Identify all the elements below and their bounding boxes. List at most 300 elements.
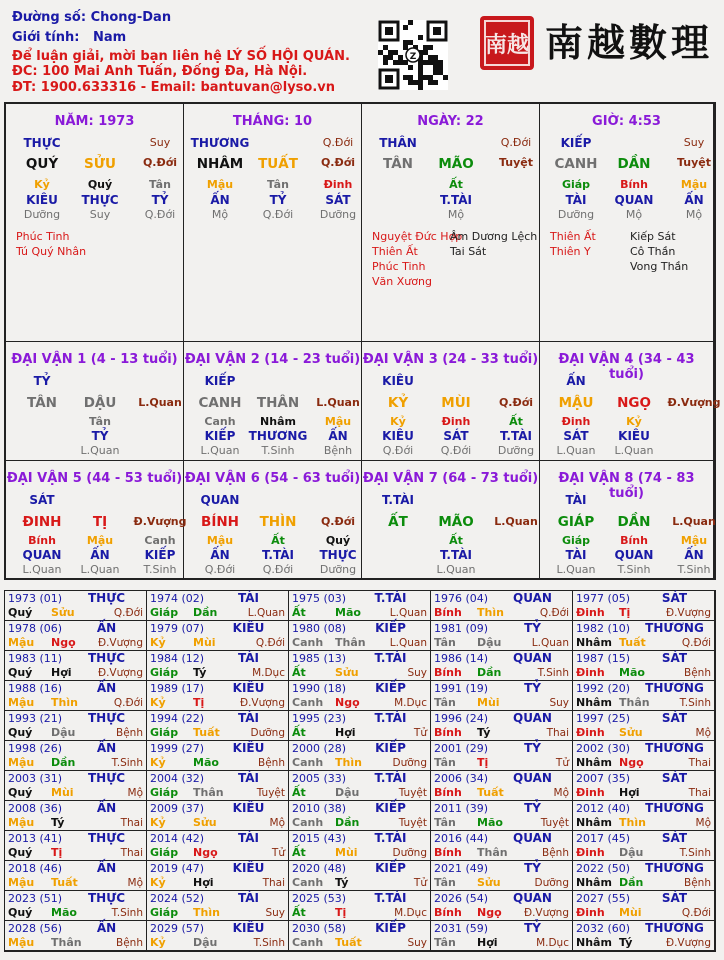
year-label: 2002 (30) (576, 742, 631, 755)
dai-van-hidden-stem: Ất (271, 534, 285, 547)
year-label: 1995 (23) (292, 712, 347, 725)
dai-van-hidden-god: QUAN (614, 548, 654, 562)
year-stage: Tử (413, 877, 427, 889)
year-cell (573, 861, 715, 891)
year-stage: Dưỡng (534, 877, 569, 889)
year-stem: Tân (434, 696, 456, 709)
year-stage: Đ.Vượng (665, 607, 711, 619)
year-branch: Hợi (477, 936, 498, 949)
year-god: TỶ (524, 621, 541, 635)
hidden-god-1: THỰC (81, 193, 119, 207)
year-label: 1998 (26) (8, 742, 63, 755)
dai-van-cell-2 (184, 342, 362, 461)
year-stem: Kỷ (150, 936, 166, 949)
year-god: ẤN (96, 921, 117, 935)
pillar-main-1: DẦN (617, 156, 651, 172)
star-right: Tai Sát (450, 245, 487, 258)
year-label: 2009 (37) (150, 802, 205, 815)
year-god: KIẾP (375, 921, 406, 935)
dai-van-cell-3 (362, 342, 540, 461)
year-branch: Dậu (477, 636, 502, 649)
hidden-stem-2: Mậu (680, 178, 708, 191)
pillar-cell-4 (540, 104, 714, 342)
hidden-stem-1: Quý (87, 178, 113, 191)
year-stage: Mộ (127, 877, 143, 889)
year-god: TỶ (524, 861, 541, 875)
year-stage: Thai (120, 847, 143, 859)
year-stage: T.Sinh (111, 907, 143, 919)
pillar-cell-2 (184, 104, 362, 342)
year-cell (573, 681, 715, 711)
year-label: 2023 (51) (8, 892, 63, 905)
year-cell (431, 831, 573, 861)
year-cell (5, 681, 147, 711)
year-label: 1990 (18) (292, 682, 347, 695)
year-stem: Nhâm (576, 756, 612, 769)
year-stem: Đinh (576, 666, 605, 679)
year-branch: Thân (193, 786, 224, 799)
header-line-chart-name (12, 10, 171, 25)
year-stage: Đ.Vượng (97, 637, 143, 649)
year-stem: Mậu (8, 936, 35, 949)
pillar-main-1: TUẤT (258, 156, 298, 172)
dai-van-hidden-god: SÁT (563, 429, 589, 443)
year-cell (147, 861, 289, 891)
contact-address: ĐC: 100 Mai Anh Tuấn, Đống Đa, Hà Nội. (12, 64, 308, 79)
star-right: Cô Thần (630, 245, 676, 258)
year-god: TÀI (237, 711, 259, 725)
year-stage: Bệnh (684, 877, 711, 889)
year-cell (5, 891, 147, 921)
year-label: 2020 (48) (292, 862, 347, 875)
year-god: THỰC (87, 651, 126, 665)
year-god: QUAN (513, 711, 552, 725)
hidden-god-2: ẤN (684, 193, 704, 207)
year-label: 2012 (40) (576, 802, 631, 815)
year-label: 1987 (15) (576, 652, 631, 665)
dai-van-hidden-stem: Bính (620, 534, 648, 547)
year-label: 2008 (36) (8, 802, 63, 815)
year-branch: Tý (619, 936, 633, 949)
dai-van-stem: TÂN (27, 395, 57, 411)
dai-van-cell-8 (540, 461, 714, 580)
year-label: 2019 (47) (150, 862, 205, 875)
yearly-luck-grid (4, 590, 716, 952)
year-stage: Dưỡng (392, 757, 427, 769)
year-stage: Q.Đới (681, 637, 711, 649)
dai-van-hidden-stage: Q.Đới (382, 444, 414, 457)
year-label: 1993 (21) (8, 712, 63, 725)
year-stem: Canh (292, 696, 324, 709)
year-stem: Giáp (150, 726, 179, 739)
year-stage: Tuyệt (540, 817, 569, 829)
year-label: 1978 (06) (8, 622, 63, 635)
dai-van-branch: TỊ (92, 514, 108, 530)
year-stem: Quý (8, 606, 33, 619)
year-stage: Bệnh (116, 727, 143, 739)
year-god: TỶ (524, 801, 541, 815)
year-god: TỶ (524, 921, 541, 935)
year-stem: Tân (434, 756, 456, 769)
pillar-stem-state: Q.Đới (322, 136, 354, 149)
year-god: SÁT (661, 771, 688, 785)
dai-van-state: L.Quan (138, 396, 182, 409)
year-stage: L.Quan (531, 637, 569, 649)
year-cell (573, 651, 715, 681)
year-cell (5, 591, 147, 621)
star-right: Kiếp Sát (630, 230, 676, 243)
year-stem: Giáp (150, 786, 179, 799)
year-branch: Dậu (619, 846, 644, 859)
year-cell (289, 621, 431, 651)
year-label: 2018 (46) (8, 862, 63, 875)
dai-van-cell-4 (540, 342, 721, 461)
dai-van-state: Q.Đới (320, 515, 356, 528)
year-stage: Suy (549, 697, 569, 709)
year-stem: Mậu (8, 636, 35, 649)
year-god: KIẾP (375, 741, 406, 755)
year-branch: Mão (477, 816, 503, 829)
year-stem: Bính (434, 666, 462, 679)
year-stage: M.Dục (394, 907, 427, 919)
year-god: KIÊU (232, 861, 265, 875)
year-stem: Quý (8, 786, 33, 799)
hidden-stem-2: Tân (149, 178, 171, 191)
hidden-god-0: KIÊU (26, 193, 58, 207)
year-stage: Tử (555, 757, 569, 769)
year-label: 1977 (05) (576, 592, 631, 605)
year-god: T.TÀI (374, 891, 407, 905)
dai-van-branch: MÙI (441, 395, 471, 411)
year-stem: Giáp (150, 666, 179, 679)
year-branch: Sửu (51, 606, 75, 619)
hidden-god-1: T.TÀI (440, 193, 472, 207)
year-cell (289, 771, 431, 801)
dai-van-hidden-stem: Kỷ (626, 415, 642, 428)
dai-van-cell-6 (184, 461, 362, 580)
hidden-stem-1: Bính (620, 178, 648, 191)
dai-van-hidden-stage: L.Quan (22, 563, 62, 576)
year-cell (573, 891, 715, 921)
year-cell (573, 801, 715, 831)
dai-van-god: QUAN (200, 493, 240, 507)
year-stage: Tuyệt (398, 787, 427, 799)
year-branch: Ngọ (335, 696, 360, 709)
year-branch: Sửu (619, 726, 643, 739)
year-branch: Hợi (619, 786, 640, 799)
year-stem: Kỷ (150, 816, 166, 829)
year-stem: Quý (8, 906, 33, 919)
hidden-stem-2: Đinh (323, 178, 353, 191)
year-cell (289, 801, 431, 831)
year-stem: Nhâm (576, 636, 612, 649)
year-stage: L.Quan (389, 637, 427, 649)
year-stem: Mậu (8, 756, 35, 769)
dai-van-branch: DẬU (83, 395, 117, 411)
year-branch: Tị (477, 756, 489, 769)
year-branch: Mão (335, 606, 361, 619)
dai-van-hidden-stage: Q.Đới (262, 563, 294, 576)
year-stage: Đ.Vượng (665, 937, 711, 949)
dai-van-hidden-stem: Đinh (561, 415, 591, 428)
year-cell (289, 741, 431, 771)
year-stem: Đinh (576, 846, 605, 859)
year-stem: Tân (434, 876, 456, 889)
year-stage: Mộ (127, 787, 143, 799)
dai-van-hidden-stem: Ất (449, 534, 463, 547)
year-cell (431, 771, 573, 801)
year-stage: Thai (688, 787, 711, 799)
year-branch: Mùi (51, 786, 74, 799)
dai-van-hidden-stage: T.Sinh (677, 563, 711, 576)
year-label: 2015 (43) (292, 832, 347, 845)
year-stem: Nhâm (576, 816, 612, 829)
year-cell (431, 711, 573, 741)
year-branch: Sửu (193, 816, 217, 829)
pillar-main-2: Tuyệt (498, 156, 533, 169)
pillar-main-2: Q.Đới (320, 156, 356, 169)
year-cell (289, 711, 431, 741)
year-label: 2003 (31) (8, 772, 63, 785)
year-branch: Tý (477, 726, 491, 739)
year-branch: Tuất (477, 786, 504, 799)
year-cell (431, 621, 573, 651)
year-label: 2026 (54) (434, 892, 489, 905)
dai-van-hidden-god: KIẾP (204, 429, 236, 443)
year-stem: Ất (292, 906, 306, 919)
chart-name-label: Đường số: (12, 10, 87, 25)
year-god: THƯƠNG (645, 681, 704, 695)
hidden-stage-1: Mộ (625, 208, 643, 221)
year-god: KIÊU (232, 741, 265, 755)
dai-van-hidden-god: THƯƠNG (248, 429, 308, 443)
year-label: 2027 (55) (576, 892, 631, 905)
year-stem: Nhâm (576, 936, 612, 949)
year-stage: Q.Đới (113, 697, 143, 709)
year-god: SÁT (661, 891, 688, 905)
year-label: 1994 (22) (150, 712, 205, 725)
year-cell (573, 711, 715, 741)
year-stem: Ất (292, 726, 306, 739)
hidden-stem-0: Giáp (561, 178, 591, 191)
dai-van-hidden-stem: Mậu (324, 415, 352, 428)
dai-van-hidden-stage: Dưỡng (497, 444, 535, 457)
pillar-title: GIỜ: 4:53 (592, 114, 661, 129)
year-stage: Suy (265, 907, 285, 919)
year-branch: Hợi (51, 666, 72, 679)
hidden-god-2: SÁT (325, 193, 351, 207)
year-god: KIẾP (375, 801, 406, 815)
year-label: 2014 (42) (150, 832, 205, 845)
year-label: 2030 (58) (292, 922, 347, 935)
year-god: QUAN (513, 891, 552, 905)
year-stage: Tuyệt (256, 787, 285, 799)
year-label: 1981 (09) (434, 622, 489, 635)
year-label: 1992 (20) (576, 682, 631, 695)
dai-van-hidden-stem: Tân (89, 415, 111, 428)
dai-van-hidden-stage: L.Quan (556, 444, 596, 457)
year-label: 2001 (29) (434, 742, 489, 755)
page-header (0, 0, 720, 100)
year-god: TỶ (524, 681, 541, 695)
pillar-main-0: CANH (554, 156, 598, 172)
year-branch: Tuất (335, 936, 362, 949)
dai-van-god: SÁT (29, 493, 55, 507)
dai-van-cell-7 (362, 461, 540, 580)
dai-van-stem: GIÁP (557, 514, 595, 530)
year-stem: Đinh (576, 906, 605, 919)
year-label: 2005 (33) (292, 772, 347, 785)
dai-van-hidden-god: SÁT (443, 429, 469, 443)
year-label: 2016 (44) (434, 832, 489, 845)
year-branch: Tuất (619, 636, 646, 649)
year-branch: Dậu (51, 726, 76, 739)
dai-van-hidden-god: THỰC (319, 548, 357, 562)
year-god: THỰC (87, 891, 126, 905)
star-left: Tú Quý Nhân (16, 245, 87, 258)
year-stage: T.Sinh (679, 847, 711, 859)
year-label: 2029 (57) (150, 922, 205, 935)
year-branch: Thân (335, 636, 366, 649)
year-god: KIẾP (375, 621, 406, 635)
year-god: T.TÀI (374, 591, 407, 605)
year-branch: Ngọ (477, 906, 502, 919)
year-cell (5, 831, 147, 861)
year-label: 1996 (24) (434, 712, 489, 725)
year-branch: Dần (619, 876, 644, 889)
dai-van-stem: MẬU (558, 395, 594, 411)
dai-van-hidden-stem: Mậu (680, 534, 708, 547)
year-stem: Nhâm (576, 876, 612, 889)
dai-van-hidden-god: KIÊU (382, 429, 414, 443)
qr-code-icon (378, 20, 448, 90)
year-label: 1980 (08) (292, 622, 347, 635)
dai-van-hidden-stage: Bệnh (323, 444, 353, 457)
year-cell (5, 741, 147, 771)
year-god: TỶ (524, 741, 541, 755)
year-branch: Dần (477, 666, 502, 679)
header-line-gender (12, 30, 126, 45)
year-god: T.TÀI (374, 651, 407, 665)
year-stage: T.Sinh (111, 757, 143, 769)
hidden-god-0: TÀI (565, 193, 587, 207)
year-branch: Thìn (619, 816, 646, 829)
year-stage: Bệnh (116, 937, 143, 949)
year-label: 2032 (60) (576, 922, 631, 935)
year-label: 2028 (56) (8, 922, 63, 935)
year-branch: Ngọ (619, 756, 644, 769)
year-stem: Đinh (576, 786, 605, 799)
year-cell (5, 771, 147, 801)
year-branch: Dậu (193, 936, 218, 949)
year-cell (289, 591, 431, 621)
year-cell (573, 921, 715, 951)
dai-van-title: ĐẠI VẬN 4 (34 - 43 tuổi) (558, 352, 695, 382)
year-god: ẤN (96, 801, 117, 815)
hidden-stem-0: Kỷ (34, 178, 50, 191)
year-stage: T.Sinh (537, 667, 569, 679)
dai-van-state: L.Quan (494, 515, 538, 528)
year-branch: Tý (51, 816, 65, 829)
dai-van-hidden-stem: Mậu (86, 534, 114, 547)
year-god: SÁT (661, 711, 688, 725)
year-god: KIÊU (232, 801, 265, 815)
year-cell (431, 741, 573, 771)
year-cell (147, 681, 289, 711)
year-stem: Bính (434, 606, 462, 619)
year-cell (431, 591, 573, 621)
year-branch: Hợi (193, 876, 214, 889)
year-label: 2017 (45) (576, 832, 631, 845)
year-stage: T.Sinh (253, 937, 285, 949)
year-cell (147, 801, 289, 831)
year-god: ẤN (96, 741, 117, 755)
dai-van-hidden-stage: L.Quan (436, 563, 476, 576)
dai-van-title: ĐẠI VẬN 8 (74 - 83 tuổi) (558, 471, 695, 501)
year-branch: Sửu (477, 876, 501, 889)
dai-van-hidden-god: ẤN (328, 429, 348, 443)
year-god: SÁT (661, 651, 688, 665)
year-god: TÀI (237, 891, 259, 905)
year-cell (431, 681, 573, 711)
year-cell (573, 741, 715, 771)
year-stage: Mộ (695, 817, 711, 829)
year-stem: Giáp (150, 846, 179, 859)
year-label: 1976 (04) (434, 592, 489, 605)
year-god: T.TÀI (374, 831, 407, 845)
pillar-cell-1 (6, 104, 184, 342)
year-cell (573, 621, 715, 651)
hidden-stage-1: Suy (89, 208, 111, 221)
red-seal-logo (478, 14, 536, 72)
year-stem: Tân (434, 936, 456, 949)
year-god: QUAN (513, 651, 552, 665)
year-stem: Canh (292, 936, 324, 949)
year-stem: Đinh (576, 606, 605, 619)
hidden-stem-1: Tân (267, 178, 289, 191)
year-god: T.TÀI (374, 771, 407, 785)
star-right: Âm Dương Lệch (450, 230, 538, 243)
dai-van-title: ĐẠI VẬN 5 (44 - 53 tuổi) (6, 471, 183, 486)
year-label: 1973 (01) (8, 592, 63, 605)
year-stem: Quý (8, 846, 33, 859)
year-god: THƯƠNG (645, 741, 704, 755)
year-label: 2004 (32) (150, 772, 205, 785)
year-stage: Mộ (695, 727, 711, 739)
pillar-stem-state: Suy (683, 136, 705, 149)
year-god: QUAN (513, 591, 552, 605)
year-god: THƯƠNG (645, 621, 704, 635)
year-cell (573, 771, 715, 801)
dai-van-cell-5 (6, 461, 187, 580)
year-branch: Ngọ (51, 636, 76, 649)
dai-van-god: T.TÀI (382, 493, 414, 507)
year-cell (147, 741, 289, 771)
year-label: 1979 (07) (150, 622, 205, 635)
gender-value: Nam (93, 30, 127, 45)
year-stage: Dưỡng (250, 727, 285, 739)
dai-van-state: Đ.Vượng (133, 515, 187, 528)
year-stage: Đ.Vượng (239, 697, 285, 709)
pillar-main-0: TÂN (383, 156, 413, 172)
year-branch: Thìn (477, 606, 504, 619)
year-stage: Bệnh (258, 757, 285, 769)
year-cell (289, 681, 431, 711)
year-god: SÁT (661, 591, 688, 605)
year-stage: Suy (407, 667, 427, 679)
year-cell (147, 621, 289, 651)
year-cell (5, 711, 147, 741)
